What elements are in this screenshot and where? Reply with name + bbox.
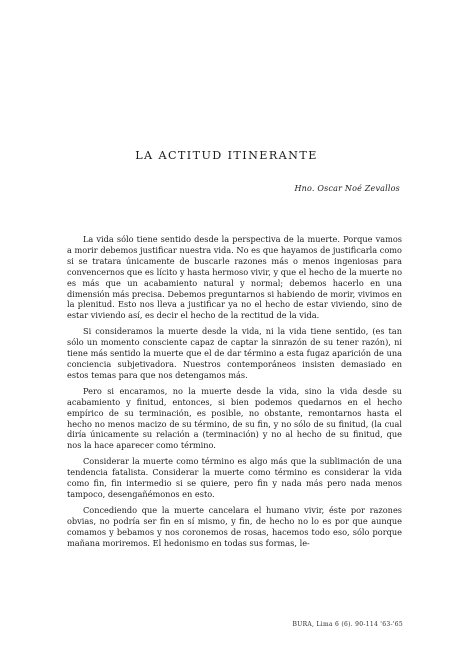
author-line: Hno. Oscar Noé Zevallos <box>294 184 400 193</box>
paragraph-4: Considerar la muerte como término es algo más que la sublimación de una tendencia fatalista. Considerar la muerte como término es considerar la vida como fin, fin intermedio si se quiere, pero fin y nada más pero nada menos tampoco, desengañémonos en esto. <box>67 456 402 499</box>
document-title: LA ACTITUD ITINERANTE <box>135 149 318 162</box>
body-text <box>67 234 402 548</box>
paragraph-3: Pero si encaramos, no la muerte desde la vida, sino la vida desde su acabamiento y finitud, entonces, si bien podemos quedarnos en el hecho empírico de su terminación, es posible, no obstante, remontarnos hasta el hecho no menos macizo de su término, de su fin, y no sólo de su finitud, (la cual diría únicamente su relación a (terminación) y no al hecho de su finitud, que nos la hace aparecer como término. <box>67 385 402 451</box>
paragraph-1: La vida sólo tiene sentido desde la perspectiva de la muerte. Porque vamos a morir debemos justificar nuestra vida. No es que hayamos de justificarla como si se tratara únicamente de buscarle razones más o menos ingeniosas para convencernos que es lícito y hasta hermoso vivir, y que el hecho de la muerte no es más que un acabamiento natural y normal; debemos hacerlo en una dimensión más precisa. Debemos preguntarnos si habiendo de morir, vivimos en la plenitud. Esto nos lleva a justificar ya no el hecho de estar viviendo, sino de estar viviendo así, es decir el hecho de la rectitud de la vida. <box>67 234 402 321</box>
page-footer-citation: BURA, Lima 6 (6). 90-114 '63-'65 <box>292 621 403 628</box>
paragraph-2: Si consideramos la muerte desde la vida, ni la vida tiene sentido, (es tan sólo un momento consciente capaz de captar la sinrazón de su tener razón), ni tiene más sentido la muerte que el de dar término a esta fugaz aparición de una conciencia subjetivadora. Nuestros contemporáneos insisten demasiado en estos temas para que nos detengamos más. <box>67 326 402 380</box>
paragraph-5: Concediendo que la muerte cancelara el humano vivir, éste por razones obvias, no podría ser fin en sí mismo, y fin, de hecho no lo es por que aunque comamos y bebamos y nos coronemos de rosas, hacemos todo eso, sólo porque mañana moriremos. El hedonismo en todas sus formas, le- <box>67 504 402 548</box>
